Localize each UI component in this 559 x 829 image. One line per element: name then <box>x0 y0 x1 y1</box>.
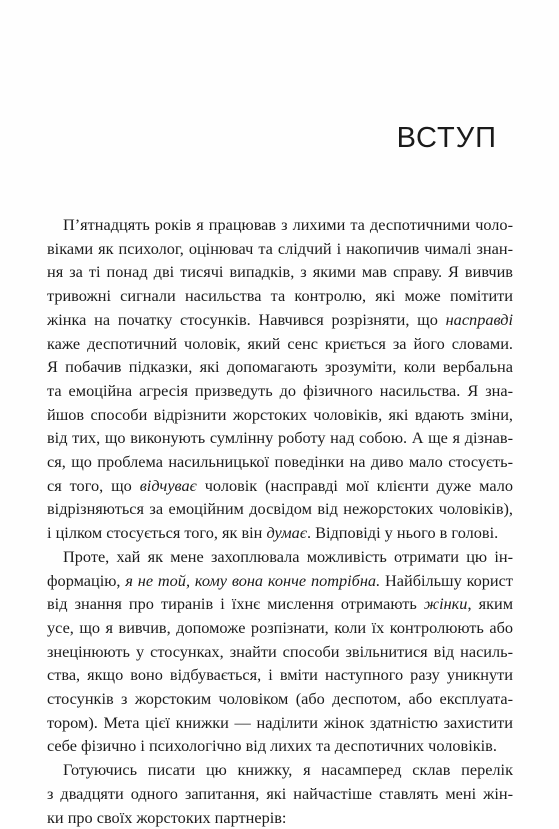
text-segment: ся того, що <box>47 475 140 495</box>
chapter-title: ВСТУП <box>396 122 497 154</box>
text-segment: П’ятнадцять років я працював з лихими та деспотичними чоло- <box>63 215 513 234</box>
text-line <box>47 213 513 237</box>
italic-text: насправді <box>445 309 513 329</box>
text-segment: від тих, що виконують сумлінну роботу над собою. А ще я дізнав- <box>47 428 513 448</box>
text-line <box>47 474 513 498</box>
text-line <box>47 687 513 711</box>
text-line <box>47 403 513 427</box>
text-segment: тривожні сигнали насильства та контролю, які може помітити <box>47 286 513 306</box>
text-line <box>47 497 513 521</box>
text-segment: Проте, хай як мене захоплювала можливість отримати цю ін- <box>63 546 513 566</box>
text-segment: йшов способи відрізнити жорстоких чоловіків, які вдають зміни, <box>47 404 513 424</box>
text-line <box>47 545 513 569</box>
text-segment: ства, якщо воно відбувається, і вміти наступного разу уникнути <box>47 665 513 685</box>
text-line <box>47 806 513 829</box>
text-segment: , яким <box>467 594 513 614</box>
paragraph <box>47 213 513 545</box>
text-segment: ня за ті понад дві тисячі випадків, з якими мав справу. Я вивчив <box>47 262 513 282</box>
text-segment: з двадцяти одного запитання, які найчастіше ставлять мені жін- <box>47 783 513 803</box>
text-line <box>47 663 513 687</box>
text-segment: Найбільшу корист <box>380 570 513 590</box>
text-line <box>47 569 513 593</box>
text-segment: відрізняються за емоційним досвідом від нежорстоких чоловіків), <box>47 499 513 519</box>
italic-text: відчуває <box>139 475 197 495</box>
text-segment: від знання про тиранів і їхнє мислення отримають <box>47 594 424 614</box>
text-segment: жінка на початку стосунків. Навчився розрізняти, що <box>47 309 446 329</box>
text-line <box>47 782 513 806</box>
italic-text: жінки <box>423 594 468 614</box>
text-line <box>47 379 513 403</box>
text-line <box>47 284 513 308</box>
text-line <box>47 355 513 379</box>
text-line <box>47 332 513 356</box>
text-segment: знецінюють у стосунках, знайти способи звільнитися від насиль- <box>47 641 513 661</box>
text-segment: . Відповіді у нього в голові. <box>306 523 499 543</box>
italic-text: я не той, кому вона конче потрібна. <box>125 570 381 590</box>
text-line <box>47 734 513 758</box>
text-segment: тором). Мета цієї книжки — наділити жінок здатністю захистити <box>47 712 513 732</box>
text-line <box>47 711 513 735</box>
text-segment: ся, що проблема насильницької поведінки на диво мало стосуєть- <box>47 452 513 472</box>
text-segment: і цілком стосується того, як він <box>47 523 267 543</box>
text-line <box>47 521 513 545</box>
text-segment: віками як психолог, оцінювач та слідчий і накопичив чималі знан- <box>47 238 513 258</box>
text-line <box>47 426 513 450</box>
paragraph <box>47 545 513 758</box>
text-segment: Я побачив підказки, які допомагають зрозуміти, коли вербальна <box>47 357 513 377</box>
body-text <box>47 213 513 829</box>
text-segment: стосунків з жорстоким чоловіком (або деспотом, або експлуата- <box>47 689 513 709</box>
text-segment: каже деспотичний чоловік, який сенс криється за його словами. <box>47 333 513 353</box>
text-line <box>47 758 513 782</box>
text-line <box>47 616 513 640</box>
text-segment: та емоційна агресія призведуть до фізичного насильства. Я зна- <box>47 380 513 400</box>
text-line <box>47 260 513 284</box>
text-segment: себе фізично і психологічно від лихих та деспотичних чоловіків. <box>47 736 497 756</box>
text-line <box>47 450 513 474</box>
text-line <box>47 640 513 664</box>
text-segment: ки про своїх жорстоких партнерів: <box>47 807 287 827</box>
text-segment: усе, що я вивчив, допоможе розпізнати, коли їх контролюють або <box>47 617 513 637</box>
text-segment: чоловік (насправді мої клієнти дуже мало <box>196 475 513 495</box>
text-segment: Готуючись писати цю книжку, я насамперед склав перелік <box>63 760 513 780</box>
paragraph <box>47 758 513 829</box>
italic-text: думає <box>266 523 307 543</box>
text-line <box>47 592 513 616</box>
text-line <box>47 237 513 261</box>
text-line <box>47 308 513 332</box>
text-segment: формацію, <box>47 570 126 590</box>
